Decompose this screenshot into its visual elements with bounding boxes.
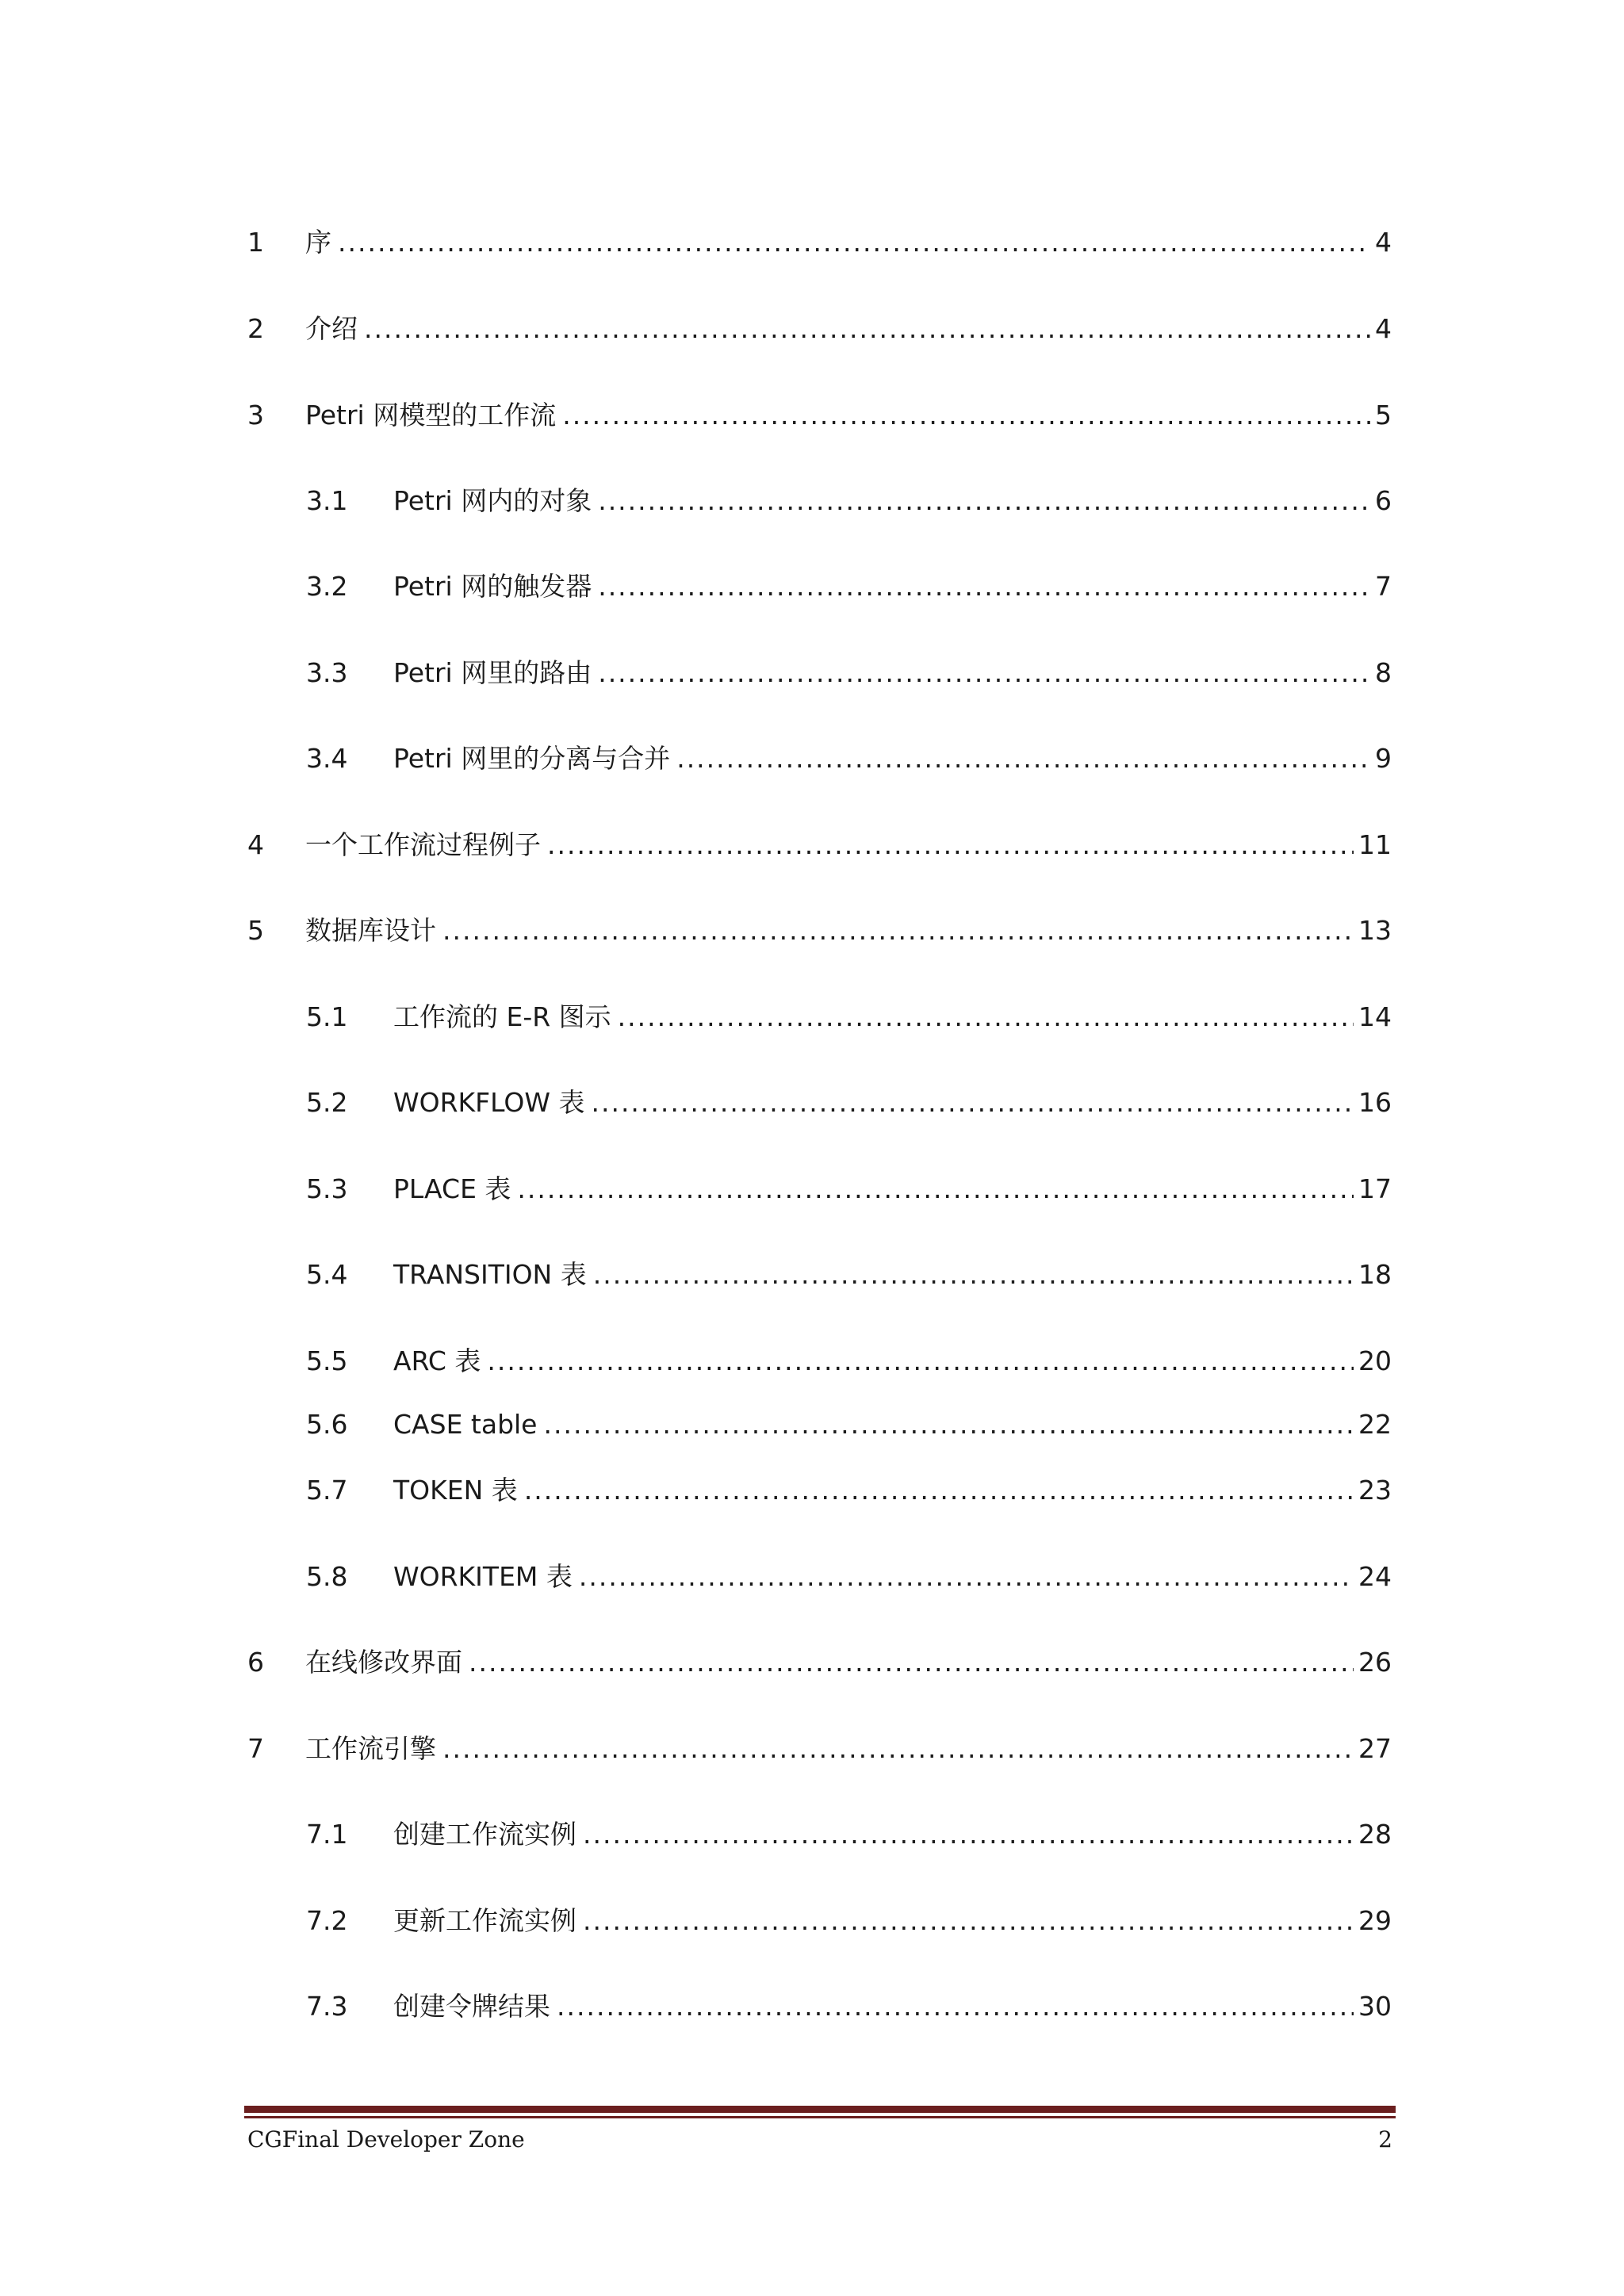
- toc-entry-title: 数据库设计: [305, 915, 436, 946]
- toc-entry-page: 11: [1358, 829, 1392, 860]
- toc-entry-number: 7.1: [306, 1819, 348, 1850]
- toc-dot-leader: [442, 1729, 1354, 1769]
- toc-entry[interactable]: [247, 309, 1392, 349]
- toc-entry-number: 5.3: [306, 1173, 348, 1204]
- toc-entry-title: 序: [305, 227, 331, 258]
- toc-dot-leader: [598, 653, 1370, 693]
- toc-entry-number: 5.4: [306, 1259, 348, 1290]
- toc-entry-number: 5.6: [306, 1409, 348, 1440]
- toc-entry-number: 7.2: [306, 1905, 348, 1936]
- toc-entry-number: 5.7: [306, 1475, 348, 1506]
- toc-entry-title: 一个工作流过程例子: [305, 829, 541, 860]
- toc-entry-page: 29: [1358, 1905, 1392, 1936]
- toc-entry-page: 5: [1375, 400, 1392, 430]
- toc-entry[interactable]: [247, 396, 1392, 435]
- toc-entry-title: Petri 网内的对象: [393, 485, 592, 516]
- toc-dot-leader: [338, 223, 1370, 262]
- toc-entry-title: TRANSITION 表: [393, 1259, 587, 1290]
- toc-entry-page: 16: [1358, 1087, 1392, 1118]
- toc-entry-number: 3.1: [306, 485, 348, 516]
- toc-entry-title: WORKFLOW 表: [393, 1087, 585, 1118]
- toc-entry-page: 7: [1375, 571, 1392, 602]
- toc-dot-leader: [583, 1901, 1354, 1941]
- toc-entry-title: 更新工作流实例: [393, 1905, 576, 1936]
- footer-page-number: 2: [1378, 2126, 1392, 2152]
- toc-entry-page: 14: [1358, 1001, 1392, 1032]
- toc-entry-page: 27: [1358, 1733, 1392, 1764]
- toc-entry-title: ARC 表: [393, 1345, 481, 1376]
- toc-dot-leader: [598, 567, 1370, 607]
- toc-entry-page: 23: [1358, 1475, 1392, 1506]
- toc-dot-leader: [442, 911, 1354, 951]
- toc-dot-leader: [524, 1471, 1354, 1510]
- toc-entry[interactable]: [306, 1815, 1392, 1854]
- toc-entry-title: 创建工作流实例: [393, 1819, 576, 1850]
- toc-entry-number: 3.4: [306, 743, 348, 774]
- toc-entry-page: 17: [1358, 1173, 1392, 1204]
- toc-entry-title: TOKEN 表: [393, 1475, 518, 1506]
- toc-entry[interactable]: [306, 567, 1392, 607]
- toc-entry-title: 创建令牌结果: [393, 1991, 550, 2022]
- toc-dot-leader: [543, 1405, 1354, 1445]
- toc-entry[interactable]: [306, 739, 1392, 779]
- toc-entry[interactable]: [306, 1341, 1392, 1381]
- toc-entry-page: 22: [1358, 1409, 1392, 1440]
- toc-dot-leader: [364, 309, 1370, 349]
- toc-entry-number: 1: [247, 227, 264, 258]
- toc-entry[interactable]: [306, 1557, 1392, 1597]
- toc-entry[interactable]: [306, 653, 1392, 693]
- toc-entry-number: 5.5: [306, 1345, 348, 1376]
- toc-entry[interactable]: [306, 1169, 1392, 1209]
- toc-entry-number: 4: [247, 829, 264, 860]
- toc-entry-number: 3.3: [306, 657, 348, 688]
- toc-entry-page: 24: [1358, 1561, 1392, 1592]
- toc-dot-leader: [579, 1557, 1354, 1597]
- toc-entry-page: 26: [1358, 1647, 1392, 1678]
- toc-entry-title: Petri 网里的路由: [393, 657, 592, 688]
- toc-entry-number: 7.3: [306, 1991, 348, 2022]
- footer-label: CGFinal Developer Zone: [247, 2126, 525, 2152]
- toc-entry[interactable]: [247, 223, 1392, 262]
- toc-entry[interactable]: [306, 1987, 1392, 2026]
- toc-entry-title: 工作流的 E-R 图示: [393, 1001, 611, 1032]
- toc-entry-title: WORKITEM 表: [393, 1561, 573, 1592]
- toc-entry-title: Petri 网里的分离与合并: [393, 743, 671, 774]
- footer-rule-thin: [244, 2116, 1396, 2118]
- toc-entry-page: 20: [1358, 1345, 1392, 1376]
- toc-entry[interactable]: [306, 481, 1392, 521]
- toc-entry[interactable]: [247, 825, 1392, 865]
- footer-rule: [244, 2106, 1396, 2113]
- toc-dot-leader: [562, 396, 1370, 435]
- toc-entry-number: 6: [247, 1647, 264, 1678]
- toc-entry-number: 3: [247, 400, 264, 430]
- toc-entry[interactable]: [306, 1083, 1392, 1123]
- toc-entry-page: 28: [1358, 1819, 1392, 1850]
- toc-entry-title: Petri 网的触发器: [393, 571, 592, 602]
- toc-entry-page: 18: [1358, 1259, 1392, 1290]
- toc-entry[interactable]: [306, 1901, 1392, 1941]
- toc-entry-number: 3.2: [306, 571, 348, 602]
- toc-entry-number: 5.8: [306, 1561, 348, 1592]
- toc-entry-page: 13: [1358, 915, 1392, 946]
- toc-entry-number: 2: [247, 313, 264, 344]
- toc-entry-page: 9: [1375, 743, 1392, 774]
- toc-entry-page: 4: [1375, 313, 1392, 344]
- toc-entry-title: Petri 网模型的工作流: [305, 400, 557, 430]
- toc-dot-leader: [583, 1815, 1354, 1854]
- toc-dot-leader: [591, 1083, 1354, 1123]
- toc-entry-title: 工作流引擎: [305, 1733, 436, 1764]
- toc-entry[interactable]: [306, 1471, 1392, 1510]
- toc-dot-leader: [469, 1643, 1354, 1682]
- toc-entry-page: 6: [1375, 485, 1392, 516]
- toc-entry-title: CASE table: [393, 1409, 538, 1440]
- toc-entry-page: 8: [1375, 657, 1392, 688]
- toc-entry[interactable]: [247, 911, 1392, 951]
- toc-entry-number: 5.2: [306, 1087, 348, 1118]
- toc-entry-number: 5: [247, 915, 264, 946]
- toc-dot-leader: [676, 739, 1370, 779]
- toc-entry[interactable]: [306, 997, 1392, 1037]
- toc-dot-leader: [547, 825, 1354, 865]
- toc-dot-leader: [593, 1255, 1354, 1295]
- toc-entry-title: 介绍: [305, 313, 358, 344]
- toc-entry-title: 在线修改界面: [305, 1647, 462, 1678]
- toc-entry-number: 7: [247, 1733, 264, 1764]
- toc-dot-leader: [598, 481, 1370, 521]
- toc-dot-leader: [517, 1169, 1354, 1209]
- toc-entry[interactable]: [247, 1729, 1392, 1769]
- toc-entry[interactable]: [247, 1643, 1392, 1682]
- toc-dot-leader: [618, 997, 1354, 1037]
- toc-entry[interactable]: [306, 1255, 1392, 1295]
- toc-dot-leader: [557, 1987, 1354, 2026]
- toc-entry-number: 5.1: [306, 1001, 348, 1032]
- toc-entry-title: PLACE 表: [393, 1173, 511, 1204]
- toc-dot-leader: [487, 1341, 1354, 1381]
- toc-entry-page: 4: [1375, 227, 1392, 258]
- toc-entry[interactable]: [306, 1405, 1392, 1445]
- toc-entry-page: 30: [1358, 1991, 1392, 2022]
